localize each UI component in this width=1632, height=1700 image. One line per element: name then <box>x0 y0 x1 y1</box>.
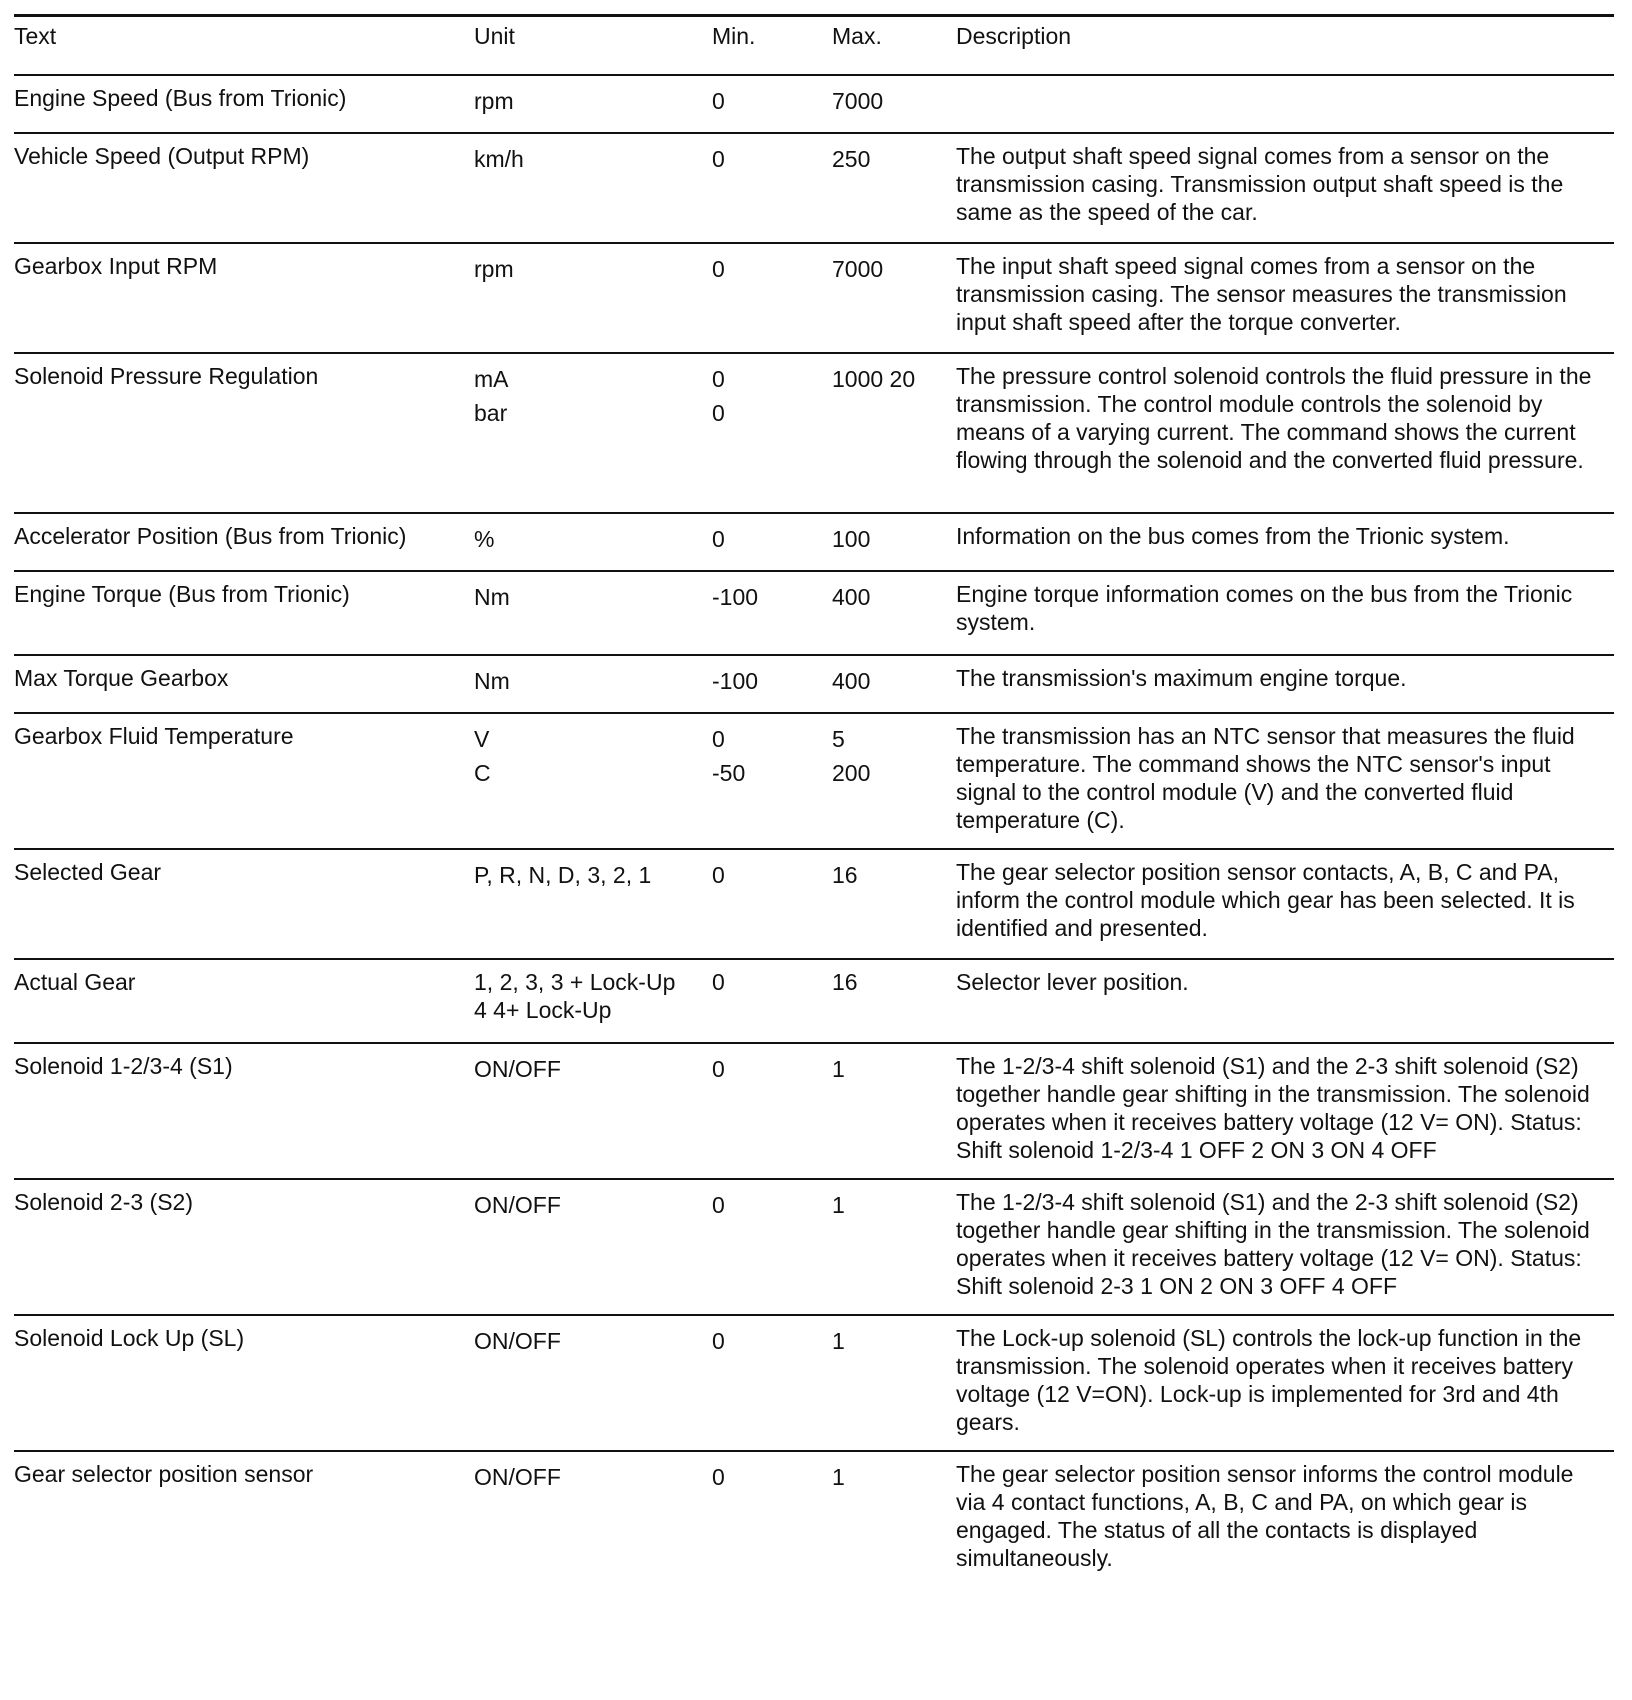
unit-value: bar <box>474 400 508 426</box>
row-unit <box>474 580 712 654</box>
max-value: 16 <box>832 969 858 995</box>
max-value: 16 <box>832 862 858 888</box>
row-max <box>832 1052 956 1178</box>
max-value: 7000 <box>832 256 884 282</box>
row-unit <box>474 252 712 352</box>
row-max <box>832 362 956 512</box>
min-value: -100 <box>712 668 759 694</box>
header-min: Min. <box>712 23 756 49</box>
row-description: The 1-2/3-4 shift solenoid (S1) and the 2-3 shift solenoid (S2) together handle gear shifting in the transmission. The solenoid operates when it receives battery voltage (12 V= ON). Status: Shift solenoid 2-3 1 ON 2 ON 3 OFF 4 OFF <box>956 1189 1590 1299</box>
min-value: 0 <box>712 1328 725 1354</box>
max-value: 1000 20 <box>832 366 916 392</box>
max-value: 250 <box>832 146 871 172</box>
table-row <box>14 572 1614 656</box>
unit-value: V <box>474 726 490 752</box>
row-text: Accelerator Position (Bus from Trionic) <box>14 523 407 549</box>
row-max <box>832 1460 956 1588</box>
min-value: 0 <box>712 256 725 282</box>
row-text: Engine Speed (Bus from Trionic) <box>14 85 347 111</box>
row-text: Max Torque Gearbox <box>14 665 229 691</box>
min-value: 0 <box>712 1056 725 1082</box>
min-value: -50 <box>712 760 746 786</box>
header-description: Description <box>956 23 1072 49</box>
row-min <box>712 580 832 654</box>
row-max <box>832 580 956 654</box>
row-description: The transmission's maximum engine torque. <box>956 665 1407 691</box>
row-description <box>956 84 1614 132</box>
max-value: 7000 <box>832 88 884 114</box>
table-row <box>14 244 1614 354</box>
table-row <box>14 714 1614 850</box>
max-value: 1 <box>832 1464 845 1490</box>
row-text: Solenoid Pressure Regulation <box>14 363 319 389</box>
row-unit <box>474 362 712 512</box>
unit-value: mA <box>474 366 509 392</box>
row-min <box>712 1460 832 1588</box>
row-description: Engine torque information comes on the bus from the Trionic system. <box>956 581 1573 635</box>
row-description: The gear selector position sensor informs the control module via 4 contact functions, A, B, C and PA, on which gear is engaged. The status of all the contacts is displayed simultaneously. <box>956 1461 1574 1571</box>
row-max <box>832 968 956 1042</box>
row-min <box>712 362 832 512</box>
row-unit <box>474 858 712 958</box>
table-row <box>14 76 1614 134</box>
row-description: Information on the bus comes from the Trionic system. <box>956 523 1510 549</box>
row-max <box>832 252 956 352</box>
max-value: 200 <box>832 760 871 786</box>
unit-value: ON/OFF <box>474 1056 561 1082</box>
row-description: The gear selector position sensor contacts, A, B, C and PA, inform the control module which gear has been selected. It is identified and presented. <box>956 859 1575 941</box>
min-value: 0 <box>712 88 725 114</box>
row-text: Gearbox Input RPM <box>14 253 218 279</box>
row-min <box>712 142 832 242</box>
max-value: 100 <box>832 526 871 552</box>
table-row <box>14 134 1614 244</box>
unit-value: rpm <box>474 88 514 114</box>
row-max <box>832 522 956 570</box>
table-row <box>14 1316 1614 1452</box>
row-min <box>712 84 832 132</box>
table-header <box>14 14 1614 76</box>
row-max <box>832 1188 956 1314</box>
unit-value: rpm <box>474 256 514 282</box>
min-value: 0 <box>712 400 725 426</box>
max-value: 400 <box>832 584 871 610</box>
row-text: Solenoid Lock Up (SL) <box>14 1325 245 1351</box>
row-unit <box>474 1188 712 1314</box>
table-row <box>14 656 1614 714</box>
min-value: 0 <box>712 726 725 752</box>
unit-value: ON/OFF <box>474 1464 561 1490</box>
min-value: 0 <box>712 862 725 888</box>
row-min <box>712 522 832 570</box>
table-row <box>14 514 1614 572</box>
row-max <box>832 664 956 712</box>
row-min <box>712 252 832 352</box>
unit-value: Nm <box>474 668 510 694</box>
table-row <box>14 960 1614 1044</box>
row-min <box>712 722 832 848</box>
row-min <box>712 858 832 958</box>
row-max <box>832 858 956 958</box>
min-value: 0 <box>712 969 725 995</box>
row-unit <box>474 84 712 132</box>
min-value: -100 <box>712 584 759 610</box>
min-value: 0 <box>712 1192 725 1218</box>
row-unit <box>474 722 712 848</box>
header-text: Text <box>14 23 57 49</box>
row-max <box>832 84 956 132</box>
max-value: 1 <box>832 1328 845 1354</box>
min-value: 0 <box>712 526 725 552</box>
row-description: The transmission has an NTC sensor that measures the fluid temperature. The command shows the NTC sensor's input signal to the control module (V) and the converted fluid temperature (C). <box>956 723 1575 833</box>
row-unit <box>474 142 712 242</box>
max-value: 400 <box>832 668 871 694</box>
table-row <box>14 354 1614 514</box>
header-unit: Unit <box>474 23 515 49</box>
row-description: The 1-2/3-4 shift solenoid (S1) and the 2-3 shift solenoid (S2) together handle gear shifting in the transmission. The solenoid operates when it receives battery voltage (12 V= ON). Status: Shift solenoid 1-2/3-4 1 OFF 2 ON 3 ON 4 OFF <box>956 1053 1590 1163</box>
parameter-table <box>14 14 1614 1588</box>
unit-value: ON/OFF <box>474 1192 561 1218</box>
row-text: Vehicle Speed (Output RPM) <box>14 143 310 169</box>
row-text: Actual Gear <box>14 969 136 995</box>
row-min <box>712 1188 832 1314</box>
row-max <box>832 142 956 242</box>
min-value: 0 <box>712 366 725 392</box>
max-value: 1 <box>832 1056 845 1082</box>
min-value: 0 <box>712 146 725 172</box>
row-unit <box>474 968 712 1042</box>
max-value: 1 <box>832 1192 845 1218</box>
table-row <box>14 850 1614 960</box>
row-description: The output shaft speed signal comes from a sensor on the transmission casing. Transmission output shaft speed is the same as the speed of the car. <box>956 143 1564 225</box>
row-min <box>712 1052 832 1178</box>
unit-value: 1, 2, 3, 3 + Lock-Up <box>474 969 676 995</box>
table-row <box>14 1044 1614 1180</box>
row-unit <box>474 664 712 712</box>
header-max: Max. <box>832 23 882 49</box>
unit-value: Nm <box>474 584 510 610</box>
row-unit <box>474 1052 712 1178</box>
row-description: The pressure control solenoid controls the fluid pressure in the transmission. The control module controls the solenoid by means of a varying current. The command shows the current flowing through the solenoid and the converted fluid pressure. <box>956 363 1592 473</box>
unit-value: 4 4+ Lock-Up <box>474 997 612 1023</box>
row-description: The input shaft speed signal comes from a sensor on the transmission casing. The sensor measures the transmission input shaft speed after the torque converter. <box>956 253 1567 335</box>
max-value: 5 <box>832 726 845 752</box>
row-max <box>832 722 956 848</box>
table-row <box>14 1452 1614 1588</box>
row-unit <box>474 522 712 570</box>
row-min <box>712 1324 832 1450</box>
row-text: Selected Gear <box>14 859 162 885</box>
unit-value: ON/OFF <box>474 1328 561 1354</box>
row-min <box>712 664 832 712</box>
row-text: Solenoid 2-3 (S2) <box>14 1189 193 1215</box>
table-row <box>14 1180 1614 1316</box>
unit-value: % <box>474 526 495 552</box>
row-text: Solenoid 1-2/3-4 (S1) <box>14 1053 233 1079</box>
row-max <box>832 1324 956 1450</box>
unit-value: C <box>474 760 491 786</box>
row-description: The Lock-up solenoid (SL) controls the lock-up function in the transmission. The solenoid operates when it receives battery voltage (12 V=ON). Lock-up is implemented for 3rd and 4th gears. <box>956 1325 1582 1435</box>
row-text: Gearbox Fluid Temperature <box>14 723 294 749</box>
row-min <box>712 968 832 1042</box>
unit-value: P, R, N, D, 3, 2, 1 <box>474 862 652 888</box>
row-text: Engine Torque (Bus from Trionic) <box>14 581 350 607</box>
row-unit <box>474 1460 712 1588</box>
row-description: Selector lever position. <box>956 969 1189 995</box>
row-text: Gear selector position sensor <box>14 1461 314 1487</box>
row-unit <box>474 1324 712 1450</box>
min-value: 0 <box>712 1464 725 1490</box>
unit-value: km/h <box>474 146 524 172</box>
